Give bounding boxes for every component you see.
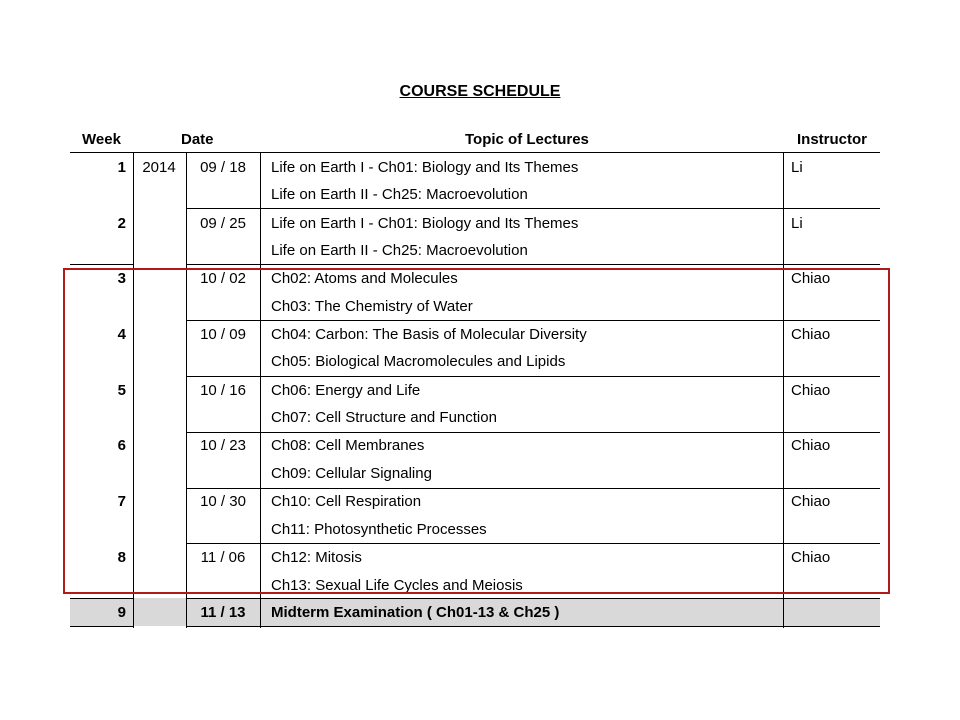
lecture-topic: Ch03: The Chemistry of Water: [271, 298, 473, 315]
week-number: 6: [117, 437, 126, 454]
instructor-name: Li: [791, 159, 803, 176]
row-separator: [186, 598, 880, 599]
row-separator: [186, 208, 880, 209]
header-topic: Topic of Lectures: [465, 131, 589, 148]
highlight-box: [63, 268, 890, 594]
instructor-name: Chiao: [791, 549, 831, 566]
header-date: Date: [181, 131, 214, 148]
lecture-topic: Ch02: Atoms and Molecules: [271, 270, 458, 287]
lecture-topic: Life on Earth I - Ch01: Biology and Its Themes: [271, 159, 579, 176]
header-week: Week: [82, 131, 121, 148]
lecture-topic: Ch13: Sexual Life Cycles and Meiosis: [271, 577, 523, 594]
lecture-topic: Ch07: Cell Structure and Function: [271, 409, 497, 426]
table-bottom-rule: [186, 626, 880, 627]
year-value: 2014: [142, 159, 176, 176]
lecture-date: 09 / 18: [200, 159, 246, 176]
instructor-name: Li: [791, 215, 803, 232]
lecture-topic: Ch06: Energy and Life: [271, 382, 421, 399]
week-number: 3: [117, 270, 126, 287]
lecture-date: 10 / 23: [200, 437, 246, 454]
lecture-date: 11 / 13: [200, 604, 246, 621]
lecture-topic: Ch10: Cell Respiration: [271, 493, 422, 510]
table-bottom-rule: [70, 626, 133, 627]
header-instructor: Instructor: [797, 131, 868, 148]
week-number: 7: [117, 493, 126, 510]
row-separator: [70, 598, 133, 599]
lecture-topic: Ch08: Cell Membranes: [271, 437, 425, 454]
header-rule: [70, 152, 880, 153]
week-number: 2: [117, 215, 126, 232]
page-title: COURSE SCHEDULE: [399, 83, 561, 100]
row-separator: [70, 264, 133, 265]
instructor-name: Chiao: [791, 270, 831, 287]
lecture-topic: Ch05: Biological Macromolecules and Lipids: [271, 353, 566, 370]
row-separator: [186, 264, 880, 265]
lecture-date: 11 / 06: [200, 549, 246, 566]
week-number: 5: [117, 382, 126, 399]
lecture-date: 10 / 09: [200, 326, 246, 343]
week-number: 8: [117, 549, 126, 566]
instructor-name: Chiao: [791, 382, 831, 399]
instructor-name: Chiao: [791, 437, 831, 454]
lecture-topic: Life on Earth II - Ch25: Macroevolution: [271, 186, 528, 203]
lecture-date: 10 / 02: [200, 270, 246, 287]
midterm-topic: Midterm Examination ( Ch01-13 & Ch25 ): [271, 604, 560, 621]
lecture-topic: Ch11: Photosynthetic Processes: [271, 521, 487, 538]
week-number: 4: [117, 326, 126, 343]
lecture-topic: Ch12: Mitosis: [271, 549, 362, 566]
lecture-date: 09 / 25: [200, 215, 246, 232]
lecture-topic: Ch09: Cellular Signaling: [271, 465, 432, 482]
instructor-name: Chiao: [791, 326, 831, 343]
lecture-date: 10 / 16: [200, 382, 246, 399]
lecture-topic: Ch04: Carbon: The Basis of Molecular Diversity: [271, 326, 587, 343]
instructor-name: Chiao: [791, 493, 831, 510]
week-number: 9: [117, 604, 126, 621]
lecture-date: 10 / 30: [200, 493, 246, 510]
lecture-topic: Life on Earth I - Ch01: Biology and Its Themes: [271, 215, 579, 232]
lecture-topic: Life on Earth II - Ch25: Macroevolution: [271, 242, 528, 259]
week-number: 1: [117, 159, 126, 176]
